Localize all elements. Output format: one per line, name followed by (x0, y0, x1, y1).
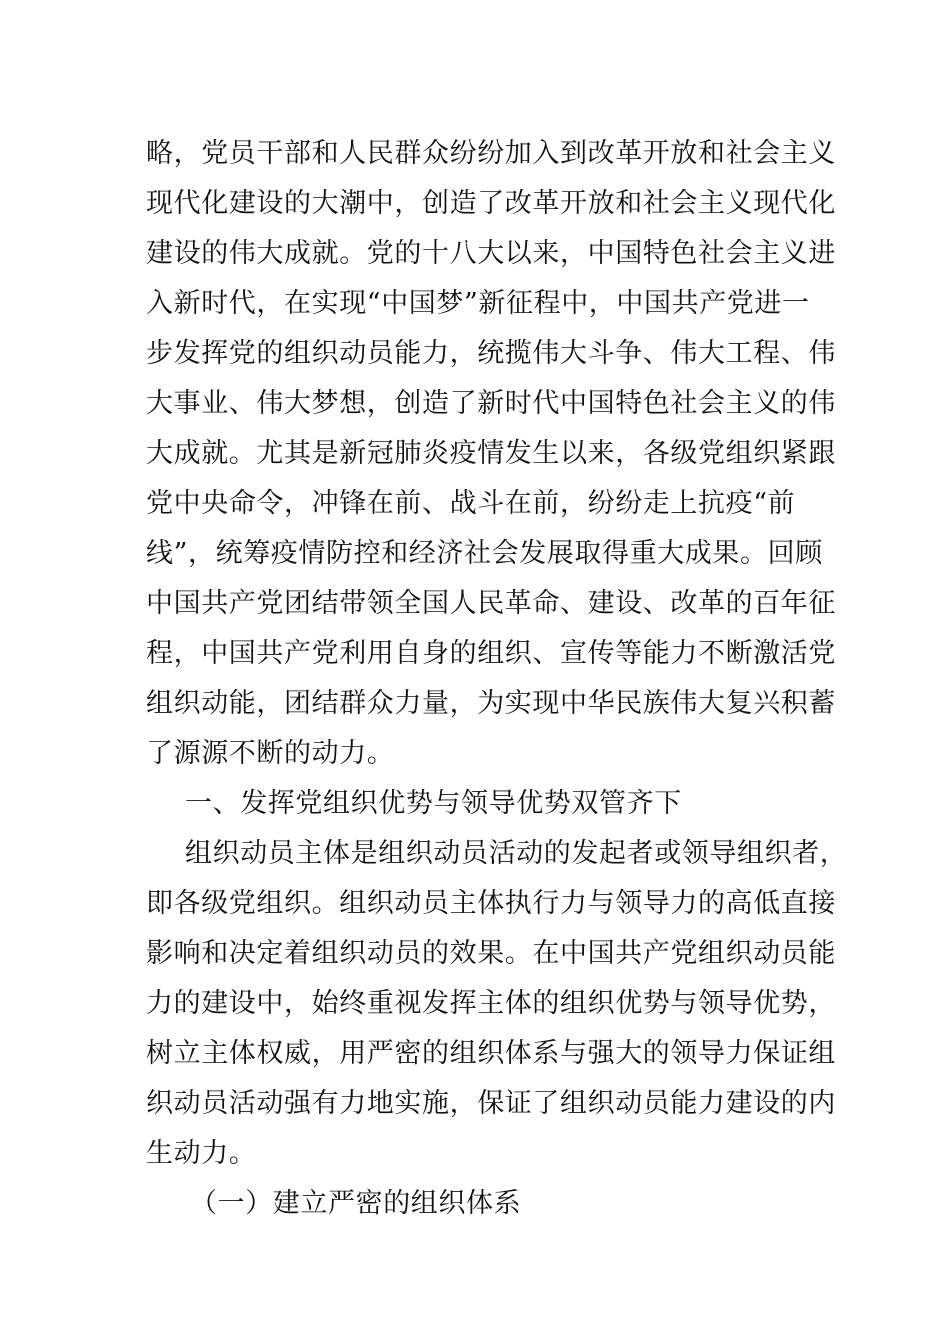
paragraph-line: 中国共产党团结带领全国人民革命、建设、改革的百年征 (146, 588, 836, 619)
paragraph-line: 大成就。尤其是新冠肺炎疫情发生以来，各级党组织紧跟 (146, 438, 836, 469)
paragraph-line: 力的建设中，始终重视发挥主体的组织优势与领导优势， (146, 988, 836, 1019)
paragraph-line: 程，中国共产党利用自身的组织、宣传等能力不断激活党 (146, 638, 836, 669)
paragraph-line: 即各级党组织。组织动员主体执行力与领导力的高低直接 (146, 888, 836, 919)
section-heading: 一、发挥党组织优势与领导优势双管齐下 (185, 788, 682, 819)
paragraph-line: 织动员活动强有力地实施，保证了组织动员能力建设的内 (146, 1088, 836, 1119)
paragraph-line: 生动力。 (146, 1138, 257, 1169)
paragraph-line: 入新时代，在实现“中国梦”新征程中，中国共产党进一 (146, 288, 810, 319)
paragraph-line: 了源源不断的动力。 (146, 738, 395, 769)
paragraph-line: 略，党员干部和人民群众纷纷加入到改革开放和社会主义 (146, 138, 836, 169)
paragraph-line: 组织动能，团结群众力量，为实现中华民族伟大复兴积蓄 (146, 688, 836, 719)
paragraph-line: 树立主体权威，用严密的组织体系与强大的领导力保证组 (146, 1038, 836, 1069)
paragraph-line: 步发挥党的组织动员能力，统揽伟大斗争、伟大工程、伟 (146, 338, 836, 369)
paragraph-line: 影响和决定着组织动员的效果。在中国共产党组织动员能 (146, 938, 836, 969)
paragraph-line: 组织动员主体是组织动员活动的发起者或领导组织者， (185, 838, 848, 869)
paragraph-line: 大事业、伟大梦想，创造了新时代中国特色社会主义的伟 (146, 388, 836, 419)
paragraph-line: 建设的伟大成就。党的十八大以来，中国特色社会主义进 (146, 238, 836, 269)
paragraph-line: 现代化建设的大潮中，创造了改革开放和社会主义现代化 (146, 188, 836, 219)
paragraph-line: 党中央命令，冲锋在前、战斗在前，纷纷走上抗疫“前 (146, 488, 796, 519)
paragraph-line: 线”，统筹疫情防控和经济社会发展取得重大成果。回顾 (146, 538, 823, 569)
subsection-heading: （一）建立严密的组织体系 (190, 1188, 522, 1219)
